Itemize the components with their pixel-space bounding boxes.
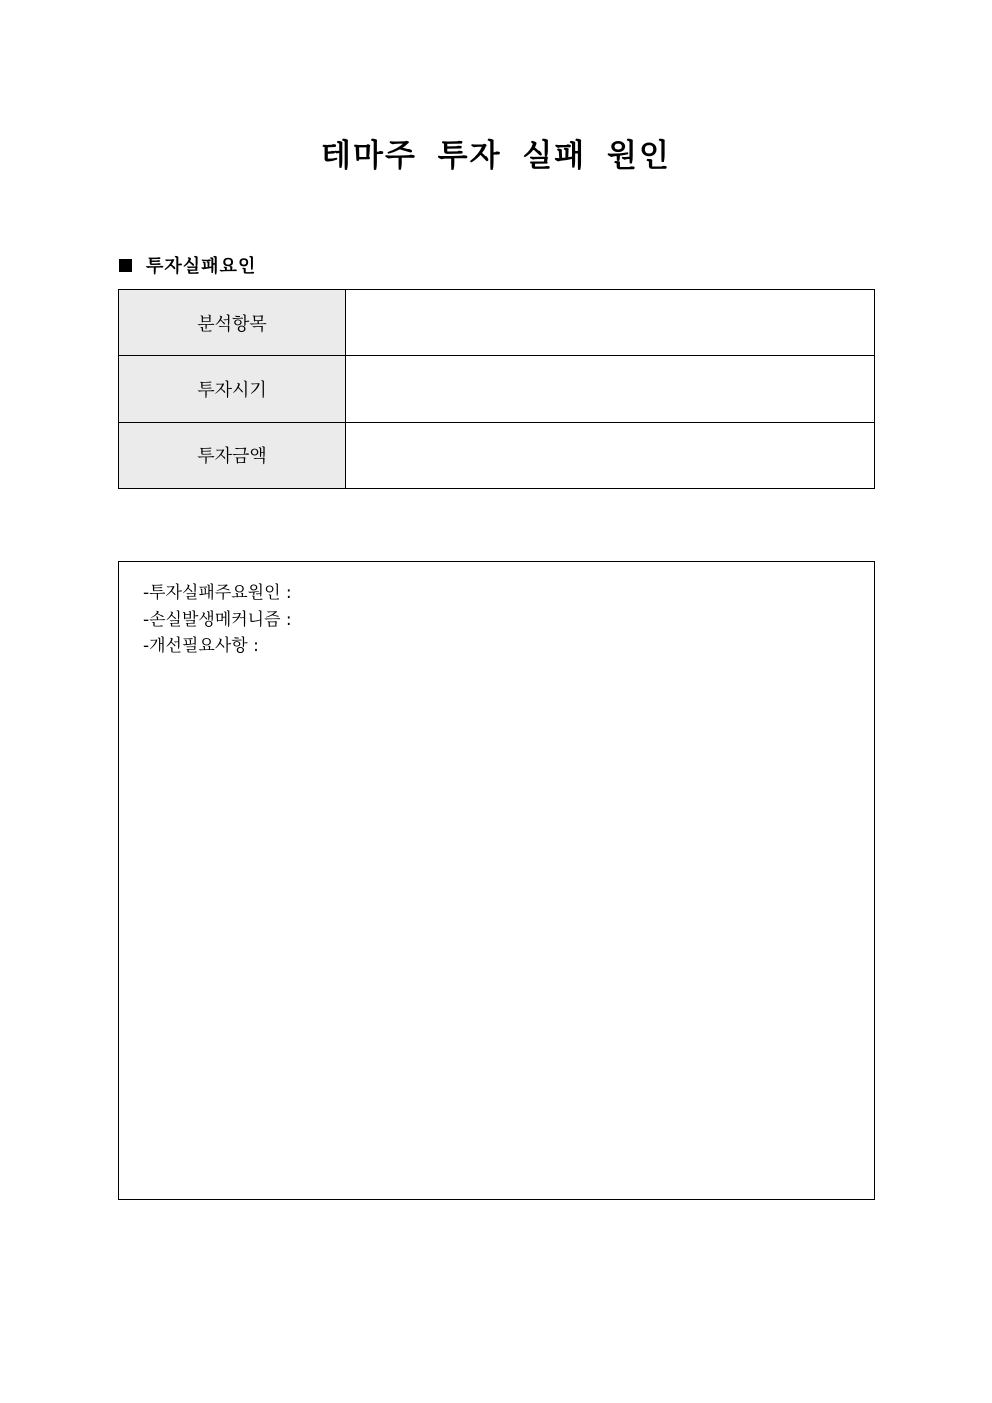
note-main-failure-cause: -투자실패주요원인 : xyxy=(143,583,292,603)
table-row xyxy=(119,422,875,488)
note-loss-mechanism: -손실발생메커니즘 : xyxy=(143,609,292,630)
table-value-analysis-item[interactable] xyxy=(346,290,875,356)
notes-list xyxy=(143,580,292,660)
table-value-investment-amount[interactable] xyxy=(346,422,875,488)
page-title: 테마주 투자 실패 원인 xyxy=(321,138,671,174)
note-improvements-needed: -개선필요사항 : xyxy=(143,636,259,656)
section-heading xyxy=(119,252,256,278)
black-square-icon xyxy=(119,259,132,272)
table-label-investment-amount: 투자금액 xyxy=(119,422,346,488)
table-label-analysis-item: 분석항목 xyxy=(119,290,346,356)
table-row xyxy=(119,290,875,356)
table-row xyxy=(119,356,875,422)
notes-box[interactable] xyxy=(118,561,875,1200)
info-table xyxy=(118,289,875,489)
section-heading-label: 투자실패요인 xyxy=(146,256,257,277)
table-label-investment-period: 투자시기 xyxy=(119,356,346,422)
table-value-investment-period[interactable] xyxy=(346,356,875,422)
